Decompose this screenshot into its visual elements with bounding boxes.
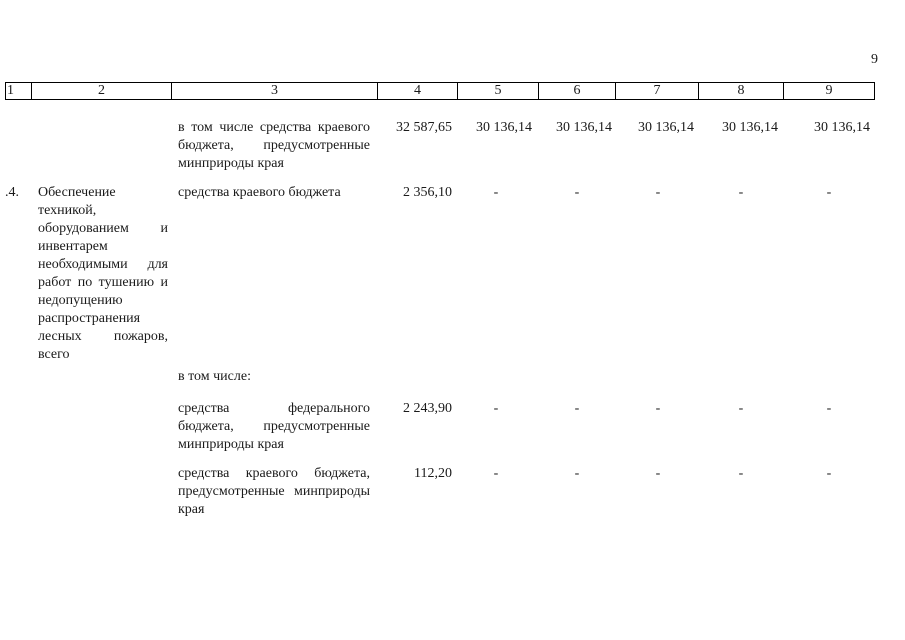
header-col-9: 9 [825,83,833,98]
header-col-5: 5 [458,83,539,99]
row-2-description: в том числе: [178,369,251,384]
row-1-value-col-8: - [738,185,744,200]
row-4-value-col-9: - [826,466,832,481]
row-3-value-col-7: - [655,401,661,416]
row-0-description: в том числе средства краевого бюджета, предусмотренные минприроды края [178,120,370,171]
row-3-value-col-8: - [738,401,744,416]
header-col-4: 4 [378,83,458,99]
row-3-description: средства федерального бюджета, предусмотренные минприроды края [178,401,370,452]
header-col-2: 2 [32,83,172,99]
row-1-value-col-6: - [574,185,580,200]
row-1-value-col-9: - [826,185,832,200]
table-header [5,82,875,100]
header-col-6: 6 [539,83,616,99]
row-4-value-col-5: - [493,466,499,481]
header-col-7: 7 [616,83,699,99]
row-3-value-col-6: - [574,401,580,416]
row-4-value-col-8: - [738,466,744,481]
page-number: 9 [871,52,878,67]
row-3-value-col-9: - [826,401,832,416]
row-1-value-col-7: - [655,185,661,200]
row-0-value-col-6: 30 136,14 [556,120,612,135]
row-1-value-col-4: 2 356,10 [403,185,452,200]
row-0-value-col-7: 30 136,14 [638,120,694,135]
row-1-index: .4. [5,185,19,200]
row-3-value-col-5: - [493,401,499,416]
row-1-value-col-5: - [493,185,499,200]
header-col-1: 1 [6,83,32,99]
row-4-description: средства краевого бюджета, предусмотренные минприроды края [178,466,370,517]
row-4-value-col-6: - [574,466,580,481]
row-0-value-col-5: 30 136,14 [476,120,532,135]
row-0-value-col-9: 30 136,14 [814,120,870,135]
header-col-8: 8 [699,83,784,99]
row-4-value-col-7: - [655,466,661,481]
row-0-value-col-8: 30 136,14 [722,120,778,135]
header-col-3: 3 [172,83,378,99]
row-0-value-col-4: 32 587,65 [396,120,452,135]
row-3-value-col-4: 2 243,90 [403,401,452,416]
row-1-name: Обеспечение техникой, оборудованием и инвентарем необходимыми для работ по тушению и недопущению распространения лесных пожаров, всего [38,185,168,362]
row-4-value-col-4: 112,20 [414,466,452,481]
row-1-description: средства краевого бюджета [178,185,341,200]
